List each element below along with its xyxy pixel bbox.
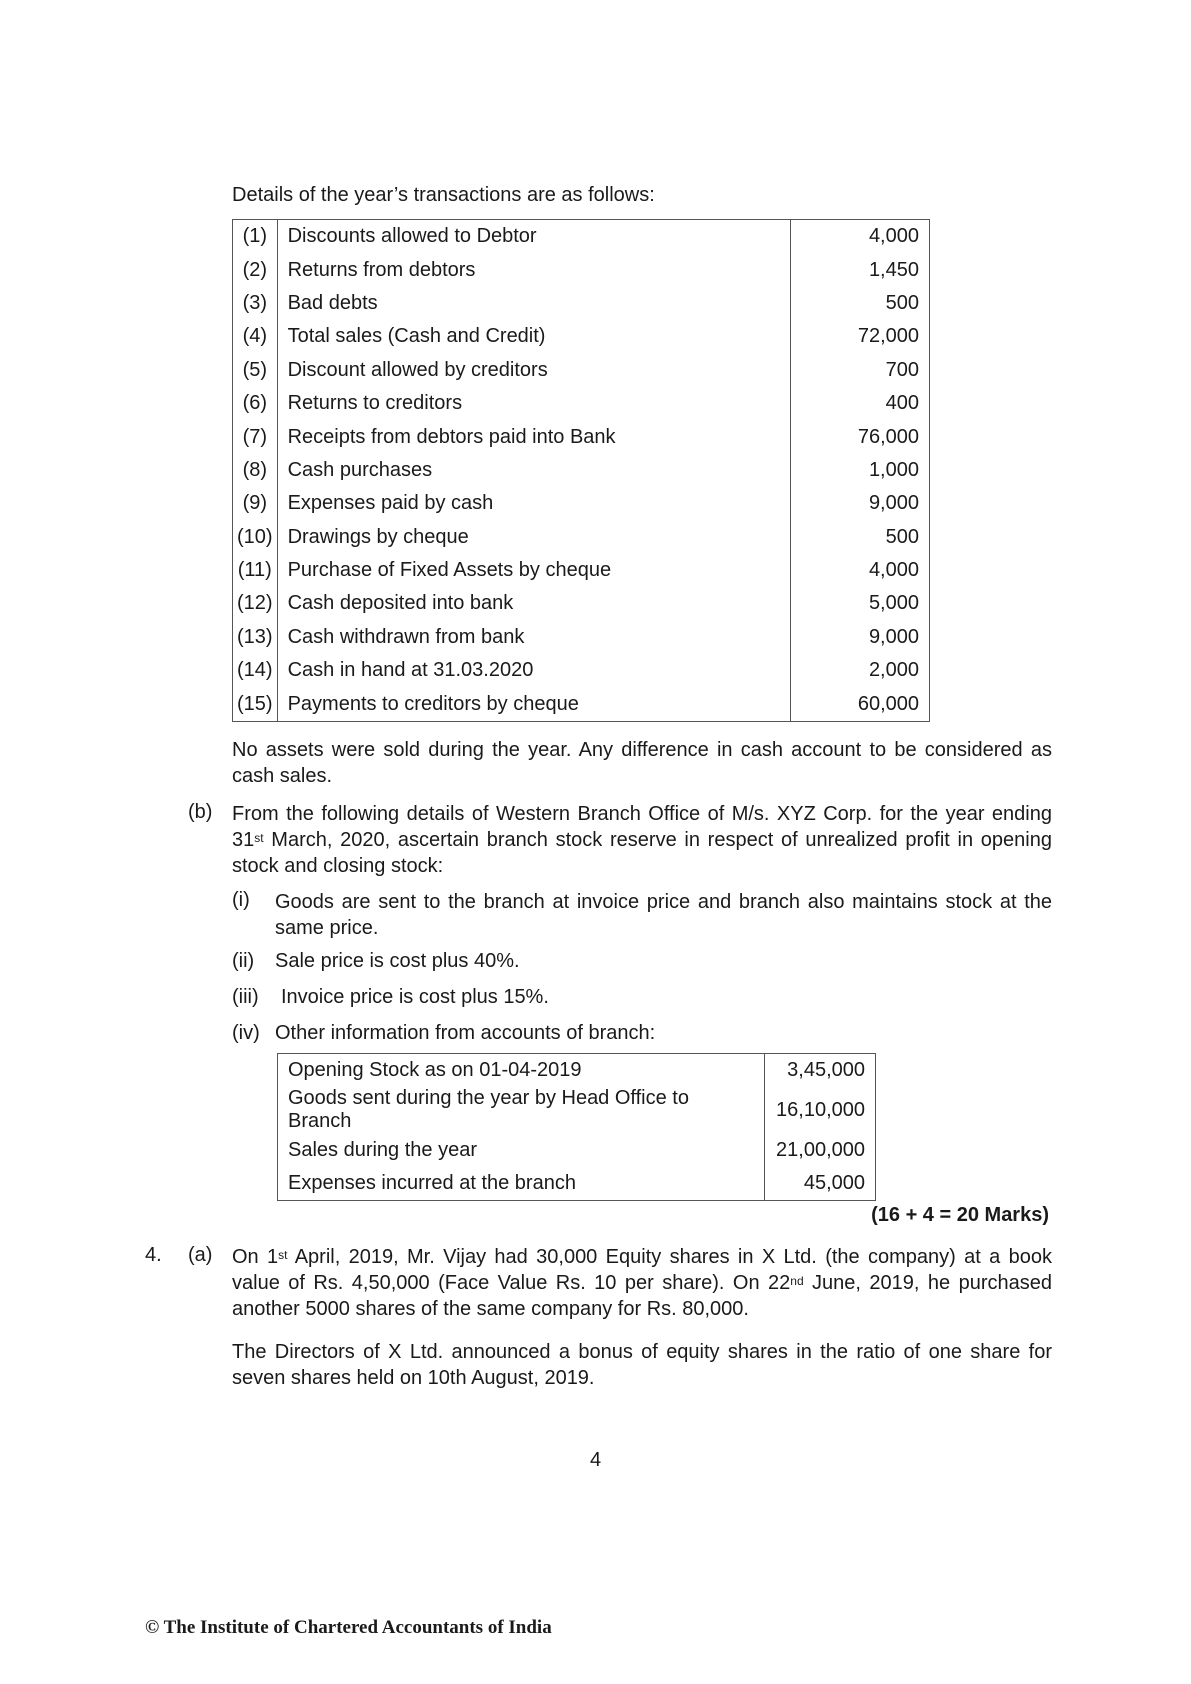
branch-table [277, 1053, 876, 1201]
cell-desc: Bad debts [277, 287, 790, 320]
cell-desc: Discounts allowed to Debtor [277, 220, 790, 254]
table-row [278, 1054, 876, 1088]
cell-desc: Discount allowed by creditors [277, 354, 790, 387]
table-row [233, 220, 930, 254]
cell-no: (7) [233, 420, 278, 453]
cell-amount: 700 [791, 354, 930, 387]
cell-no: (9) [233, 487, 278, 520]
note-text: No assets were sold during the year. Any difference in cash account to be considered as cash sales. [232, 739, 1052, 787]
cell-desc: Cash withdrawn from bank [277, 621, 790, 654]
table-row [233, 621, 930, 654]
cell-no: (3) [233, 287, 278, 320]
q4-paragraph-2: The Directors of X Ltd. announced a bonus of equity shares in the ratio of one share for seven shares held on 10th August, 2019. [232, 1341, 1052, 1389]
cell-desc: Returns to creditors [277, 387, 790, 420]
table-row [233, 387, 930, 420]
table-row [233, 554, 930, 587]
cell-no: (15) [233, 687, 278, 721]
cell-desc: Purchase of Fixed Assets by cheque [277, 554, 790, 587]
table-row [233, 487, 930, 520]
table-row [278, 1087, 876, 1133]
table-row [278, 1133, 876, 1166]
cell-desc: Sales during the year [278, 1133, 765, 1166]
transactions-table [232, 219, 930, 722]
page-number: 4 [590, 1449, 602, 1471]
table-row [233, 587, 930, 620]
marks-text: (16 + 4 = 20 Marks) [871, 1204, 1049, 1226]
part-b-text: From the following details of Western Branch Office of M/s. XYZ Corp. for the year ending 31st March, 2020, ascertain branch stock reserve in respect of unrealized profit in opening stock and closing stock: [232, 803, 1052, 877]
table-row [233, 420, 930, 453]
cell-amount: 21,00,000 [765, 1133, 876, 1166]
cell-amount: 500 [791, 521, 930, 554]
item-iv-label: (iv) [232, 1022, 260, 1044]
table-row [233, 687, 930, 721]
cell-amount: 45,000 [765, 1167, 876, 1201]
intro-text: Details of the year’s transactions are as follows: [232, 184, 655, 206]
cell-no: (1) [233, 220, 278, 254]
footer-copyright: © The Institute of Chartered Accountants of India [145, 1617, 552, 1638]
part-b-label: (b) [188, 801, 213, 823]
cell-desc: Cash in hand at 31.03.2020 [277, 654, 790, 687]
cell-amount: 4,000 [791, 220, 930, 254]
table-row [233, 320, 930, 353]
cell-amount: 72,000 [791, 320, 930, 353]
cell-amount: 1,450 [791, 253, 930, 286]
item-ii-text: Sale price is cost plus 40%. [275, 950, 520, 972]
table-row [233, 454, 930, 487]
q4-paragraph-1: On 1st April, 2019, Mr. Vijay had 30,000 Equity shares in X Ltd. (the company) at a book value of Rs. 4,50,000 (Face Value Rs. 10 per share). On 22nd June, 2019, he purchased another 5000 shares of the same company for Rs. 80,000. [232, 1246, 1052, 1320]
cell-desc: Expenses paid by cash [277, 487, 790, 520]
cell-amount: 2,000 [791, 654, 930, 687]
table-row [233, 354, 930, 387]
item-i-label: (i) [232, 889, 250, 911]
cell-desc: Expenses incurred at the branch [278, 1167, 765, 1201]
cell-no: (4) [233, 320, 278, 353]
cell-amount: 9,000 [791, 621, 930, 654]
q4-number: 4. [145, 1244, 162, 1266]
cell-desc: Cash purchases [277, 454, 790, 487]
cell-no: (13) [233, 621, 278, 654]
cell-amount: 9,000 [791, 487, 930, 520]
cell-amount: 400 [791, 387, 930, 420]
cell-amount: 16,10,000 [765, 1087, 876, 1133]
table-row [278, 1167, 876, 1201]
cell-no: (14) [233, 654, 278, 687]
cell-no: (2) [233, 253, 278, 286]
table-row [233, 654, 930, 687]
cell-amount: 76,000 [791, 420, 930, 453]
cell-desc: Receipts from debtors paid into Bank [277, 420, 790, 453]
item-i-text: Goods are sent to the branch at invoice price and branch also maintains stock at the same price. [275, 891, 1052, 939]
table-row [233, 253, 930, 286]
cell-desc: Returns from debtors [277, 253, 790, 286]
item-ii-label: (ii) [232, 950, 255, 972]
cell-no: (6) [233, 387, 278, 420]
cell-no: (12) [233, 587, 278, 620]
cell-desc: Payments to creditors by cheque [277, 687, 790, 721]
cell-amount: 3,45,000 [765, 1054, 876, 1088]
cell-no: (11) [233, 554, 278, 587]
table-row [233, 287, 930, 320]
table-row [233, 521, 930, 554]
cell-amount: 500 [791, 287, 930, 320]
q4-label: (a) [188, 1244, 213, 1266]
cell-desc: Total sales (Cash and Credit) [277, 320, 790, 353]
cell-amount: 60,000 [791, 687, 930, 721]
cell-amount: 1,000 [791, 454, 930, 487]
cell-desc: Drawings by cheque [277, 521, 790, 554]
cell-desc: Opening Stock as on 01-04-2019 [278, 1054, 765, 1088]
cell-no: (10) [233, 521, 278, 554]
item-iv-text: Other information from accounts of branch: [275, 1022, 656, 1044]
cell-desc: Goods sent during the year by Head Office to Branch [278, 1087, 765, 1133]
cell-amount: 4,000 [791, 554, 930, 587]
cell-desc: Cash deposited into bank [277, 587, 790, 620]
item-iii-label: (iii) [232, 986, 259, 1008]
item-iii-text: Invoice price is cost plus 15%. [281, 986, 549, 1008]
cell-no: (5) [233, 354, 278, 387]
cell-no: (8) [233, 454, 278, 487]
cell-amount: 5,000 [791, 587, 930, 620]
